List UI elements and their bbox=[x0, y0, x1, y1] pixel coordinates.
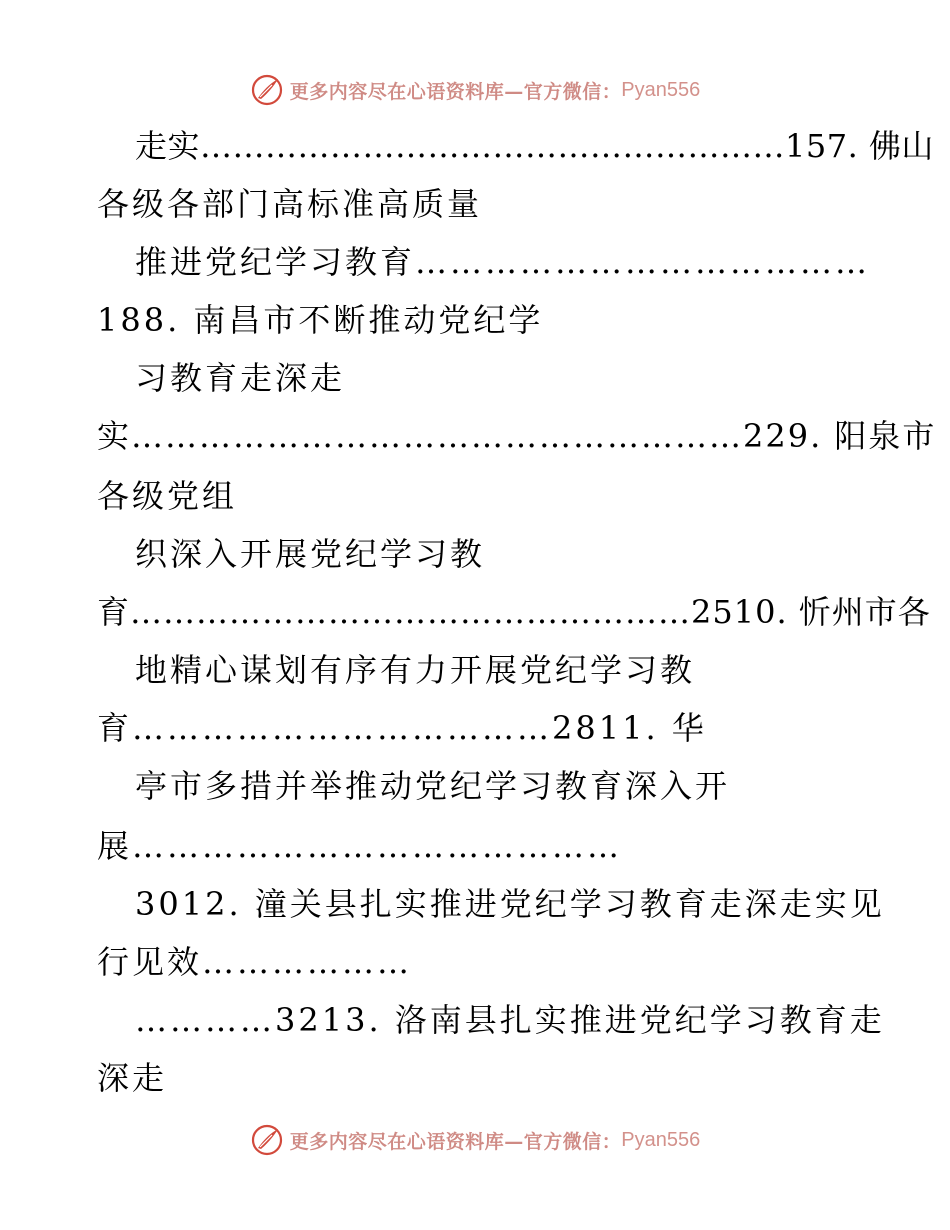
toc-line: 走实………………………………………………157. 佛山 bbox=[135, 127, 934, 165]
toc-line: 展…………………………………… bbox=[97, 827, 623, 865]
watermark-wechat-id: Pyan556 bbox=[621, 1128, 701, 1151]
toc-line: 188. 南昌市不断推动党纪学 bbox=[97, 301, 544, 339]
toc-line: 3012. 潼关县扎实推进党纪学习教育走深走实见 bbox=[135, 885, 885, 923]
quill-circle-icon bbox=[250, 1123, 284, 1157]
toc-line: 育……………………………………………2510. 忻州市各 bbox=[97, 593, 931, 631]
toc-line: 地精心谋划有序有力开展党纪学习教 bbox=[135, 651, 696, 689]
toc-line: 育………………………………2811. 华 bbox=[97, 709, 707, 747]
toc-line: 亭市多措并举推动党纪学习教育深入开 bbox=[135, 767, 731, 805]
toc-line: 习教育走深走 bbox=[135, 359, 346, 397]
toc-line: 深走 bbox=[97, 1059, 168, 1097]
toc-line: 实………………………………………………229. 阳泉市 bbox=[97, 417, 937, 455]
toc-line: 各级各部门高标准高质量 bbox=[97, 185, 483, 223]
toc-line: 推进党纪学习教育………………………………… bbox=[135, 243, 871, 281]
watermark-chinese-text: 更多内容尽在心语资料库—官方微信： bbox=[289, 1130, 622, 1153]
toc-line: …………3213. 洛南县扎实推进党纪学习教育走 bbox=[135, 1001, 885, 1039]
watermark-chinese-text: 更多内容尽在心语资料库—官方微信： bbox=[289, 80, 622, 103]
toc-line: 各级党组 bbox=[97, 477, 238, 515]
watermark-wechat-id: Pyan556 bbox=[621, 78, 701, 101]
toc-line: 行见效……………… bbox=[97, 943, 413, 981]
toc-line: 织深入开展党纪学习教 bbox=[135, 535, 486, 573]
footer-watermark bbox=[0, 1118, 950, 1162]
